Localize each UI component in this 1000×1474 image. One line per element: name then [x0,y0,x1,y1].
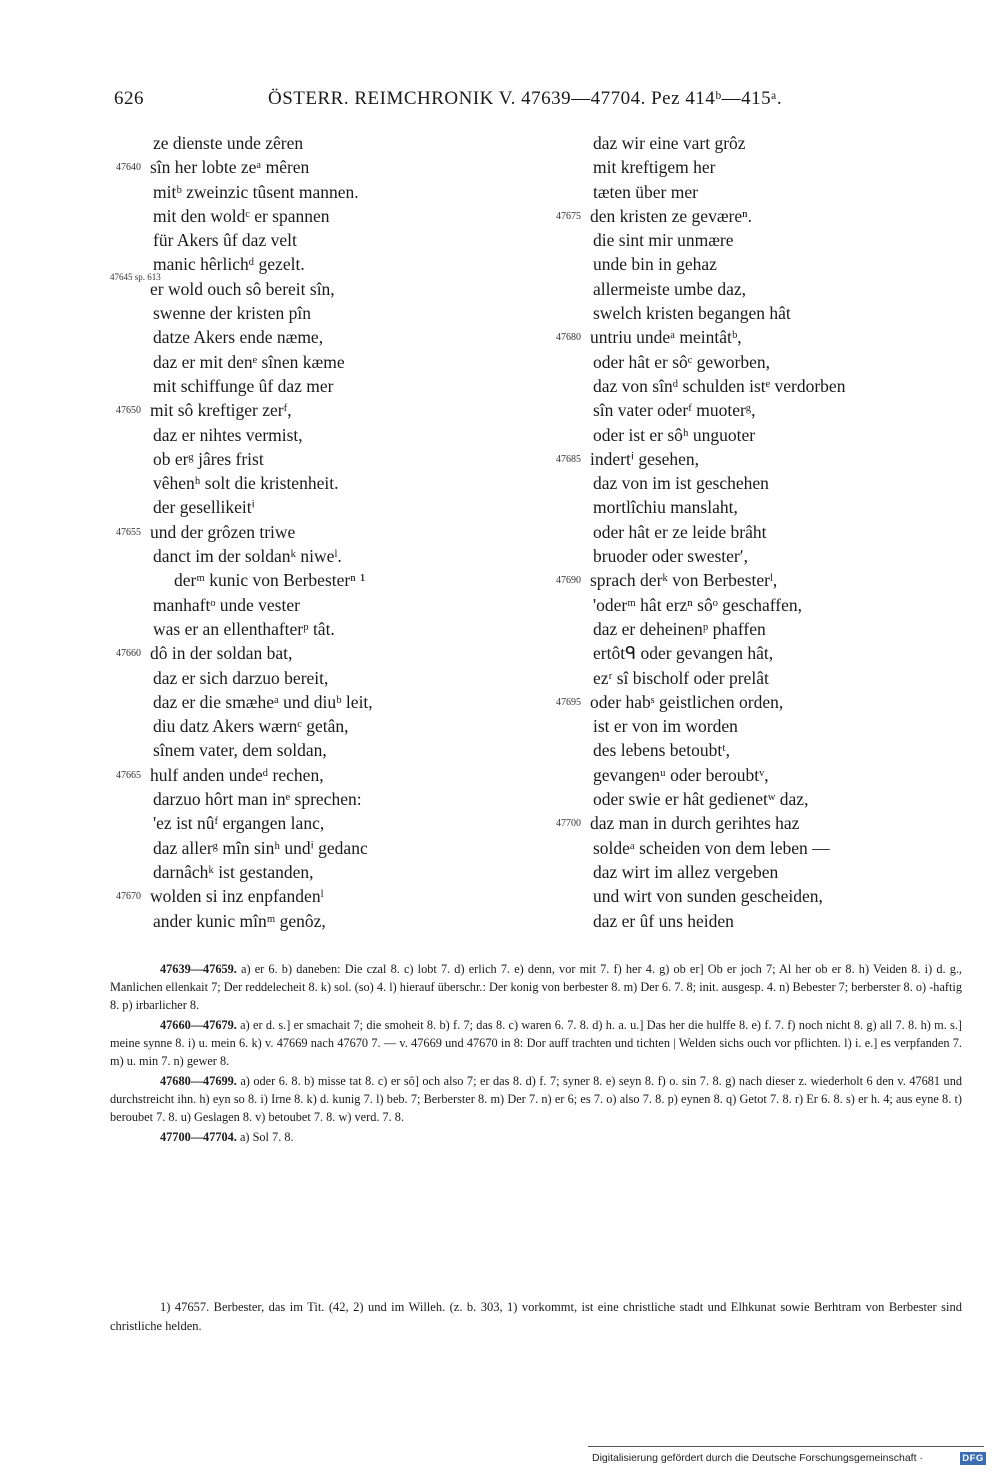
verse-line [110,374,510,398]
verse-line [550,617,950,641]
verse-line [550,544,950,568]
verse-line [550,836,950,860]
verse-line [550,690,950,714]
verse-line [110,714,510,738]
verse-line [110,228,510,252]
apparatus-entry [110,1016,962,1070]
verse-text: die sint mir unmære [593,230,734,251]
verse-line [550,568,950,592]
running-title: ÖSTERR. REIMCHRONIK V. 47639—47704. Pez 414ᵇ—415ᵃ. [268,88,783,109]
left-verse-column [110,131,510,933]
verse-text: ezʳ sî bischolf oder prelât [593,667,769,688]
verse-line [550,495,950,519]
verse-text: soldeᵃ scheiden von dem leben — [593,837,830,858]
verse-text: oder ist er sôʰ unguoter [593,424,756,445]
verse-line [550,520,950,544]
verse-text: oder habˢ geistlichen orden, [590,691,784,712]
verse-line [550,909,950,933]
apparatus-range: 47660—47679. [160,1018,237,1032]
verse-text: dô in der soldan bat, [150,643,293,664]
verse-line [110,423,510,447]
verse-line [550,131,950,155]
verse-text: 'ez ist nûᶠ ergangen lanc, [153,813,325,834]
verse-line [550,301,950,325]
verse-line [110,252,510,276]
verse-line [550,155,950,179]
verse-text: sîn her lobte zeᵃ mêren [150,157,310,178]
verse-text: daz er mit denᵉ sînen kæme [153,351,345,372]
verse-line [110,325,510,349]
verse-text: und wirt von sunden gescheiden, [593,886,823,907]
verse-line [550,350,950,374]
verse-line [110,155,510,179]
verse-line [110,690,510,714]
verse-line [550,860,950,884]
verse-text: bruoder oder swesterʹ, [593,546,748,567]
verse-text: mit den woldᶜ er spannen [153,205,330,226]
verse-text: sprach derᵏ von Berbesterˡ, [590,570,778,591]
verse-text: vêhenʰ solt die kristenheit. [153,473,339,494]
verse-number: 47670 [116,891,141,903]
verse-text: mit kreftigem her [593,157,716,178]
verse-number: 47640 [116,162,141,174]
apparatus-range: 47700—47704. [160,1130,237,1144]
apparatus-entry [110,960,962,1014]
verse-line [110,471,510,495]
verse-text: gevangenᵘ oder beroubtᵛ, [593,764,769,785]
verse-line [110,787,510,811]
verse-text: daz er die smæheᵃ und diuᵇ leit, [153,691,373,712]
verse-text: mit schiffunge ûf daz mer [153,375,334,396]
verse-line [110,738,510,762]
apparatus-range: 47680—47699. [160,1074,237,1088]
verse-text: mortlîchiu manslaht, [593,497,738,518]
verse-text: indertⁱ gesehen, [590,448,700,469]
verse-text: ob erᵍ jâres frist [153,448,264,469]
verse-number: 47700 [556,818,581,830]
verse-text: swelch kristen begangen hât [593,303,791,324]
verse-text: daz von im ist geschehen [593,473,769,494]
verse-line [110,204,510,228]
verse-line [110,544,510,568]
verse-text: daz er ûf uns heiden [593,910,734,931]
verse-text: daz man in durch gerihtes haz [590,813,800,834]
verse-line [110,617,510,641]
verse-number: 47660 [116,648,141,660]
verse-text: hulf anden undeᵈ rechen, [150,764,324,785]
verse-number: 47690 [556,575,581,587]
verse-line [110,180,510,204]
verse-text: ander kunic mînᵐ genôz, [153,910,326,931]
verse-text: daz wir eine vart grôz [593,133,746,153]
verse-line [550,763,950,787]
verse-line [110,301,510,325]
apparatus-text: a) Sol 7. 8. [239,1130,294,1144]
verse-line [550,593,950,617]
verse-line [550,252,950,276]
right-verse-column [550,131,950,933]
verse-text: ist er von im worden [593,716,738,737]
verse-text: manic hêrlichᵈ gezelt. [153,254,305,275]
apparatus-text: a) er 6. b) daneben: Die czal 8. c) lobt 7. d) erlich 7. e) denn, vor mit 7. f) her 4. g) ob er] Ob er joch 7; Al her ob er 8. h) Veiden 8. i) d. g., Manlichen ellenkait 7; Der reddelecheit 8. k) sol. (so) 4. l) hierauf überschr.: Der konig von berbester 8. m) Der 6. 7. 8; init. ausgesp. 4. n) Bebester 7; berberster 8. o) -haftig 8. p) irbarlicher 8. [110,962,962,1012]
verse-text: daz er sich darzuo bereit, [153,667,329,688]
apparatus-text: a) er d. s.] er smachait 7; die smoheit 8. b) f. 7; das 8. c) waren 6. 7. 8. d) h. a. u.] Das her die hulffe 8. e) f. 7. f) noch nicht 8. g) all 7. 8. h) m. s.] meine synne 8. i) u. mein 6. k) v. 47669 nach 47670 7. — v. 47669 und 47670 in 8: Dor auff trachten und tichten | Welden sichs ouch vor pflichten. l) i. e.] es verpfanden 7. m) u. min 7. n) gewer 8. [110,1018,963,1068]
verse-line [550,398,950,422]
verse-line [110,909,510,933]
verse-text: untriu undeᵃ meintâtᵇ, [590,327,742,348]
apparatus-text: a) oder 6. 8. b) misse tat 8. c) er sô] och also 7; er das 8. d) f. 7; syner 8. e) seyn 8. f) o. sin 7. 8. g) nach dieser z. wiederholt 6 den v. 47681 und durchstreicht ihn. h) eyn so 8. i) Irne 8. k) d. kunig 7. l) beb. 7; Berberster 8. m) Der 7. n) er 6; es 7. o) also 7. 8. p) eynen 8. q) Getot 7. 8. r) Er 6. 8. s) er h. 4; aus eyne 8. t) beroubet 7. 8. u) Geslagen 8. v) betoubet 7. 8. w) verd. 7. 8. [110,1074,962,1124]
verse-line [550,471,950,495]
verse-line [550,180,950,204]
verse-line [550,884,950,908]
footer-divider [588,1446,984,1447]
verse-line [550,447,950,471]
verse-text: derᵐ kunic von Berbesterⁿ ¹ [174,570,366,591]
verse-line [110,641,510,665]
verse-text: mit sô kreftiger zerᶠ, [150,400,292,421]
verse-number: 47685 [556,453,581,465]
page-number: 626 [114,88,144,109]
verse-text: sîn vater oderᶠ muoterᵍ, [593,400,756,421]
footnote [110,1298,962,1336]
verse-text: tæten über mer [593,181,698,202]
verse-text: daz allerᵍ mîn sinʰ undⁱ gedanc [153,837,368,858]
apparatus-range: 47639—47659. [160,962,237,976]
verse-text: swenne der kristen pîn [153,303,311,324]
verse-text: daz von sînᵈ schulden istᵉ verdorben [593,375,846,396]
verse-line [550,277,950,301]
verse-number: 47665 [116,769,141,781]
verse-line [550,666,950,690]
verse-text: daz er nihtes vermist, [153,424,303,445]
funding-text: Digitalisierung gefördert durch die Deutsche Forschungsgemeinschaft · [592,1452,923,1464]
verse-text: daz er deheinenᵖ phaffen [593,618,766,639]
verse-line [110,398,510,422]
verse-number: 47675 [556,210,581,222]
funding-footer [592,1452,986,1466]
verse-line [110,593,510,617]
verse-number: 47645 sp. 613 [110,271,161,282]
apparatus-entry [110,1128,962,1146]
verse-line [110,131,510,155]
verse-text: unde bin in gehaz [593,254,717,275]
verse-text: was er an ellenthafterᵖ tât. [153,618,335,639]
verse-line [110,666,510,690]
verse-text: der gesellikeitⁱ [153,497,255,518]
dfg-logo: DFG [960,1452,986,1465]
footnote-text: 1) 47657. Berbester, das im Tit. (42, 2) und im Willeh. (z. b. 303, 1) vorkommt, ist eine christliche stadt und Elhkunat sowie Berhtram von Berbester sind christliche helden. [110,1300,962,1333]
verse-text: danct im der soldanᵏ niweˡ. [153,546,342,567]
verse-text: des lebens betoubtᵗ, [593,740,731,761]
verse-line [110,836,510,860]
verse-number: 47650 [116,405,141,417]
verse-number: 47695 [556,696,581,708]
verse-line [550,325,950,349]
verse-text: allermeiste umbe daz, [593,278,747,299]
verse-line [110,763,510,787]
verse-text: daz wirt im allez vergeben [593,861,779,882]
critical-apparatus [110,960,962,1148]
verse-line [110,447,510,471]
verse-text: oder hât er ze leide brâht [593,521,767,542]
verse-text: sînem vater, dem soldan, [153,740,327,761]
verse-line [550,738,950,762]
apparatus-entry [110,1072,962,1126]
verse-line [110,884,510,908]
verse-text: wolden si inz enpfandenˡ [150,886,324,907]
verse-text: und der grôzen triwe [150,521,296,542]
verse-line [110,860,510,884]
verse-text: mitᵇ zweinzic tûsent mannen. [153,181,359,202]
verse-line [110,495,510,519]
running-header [114,88,874,114]
verse-text: den kristen ze geværeⁿ. [590,205,752,226]
verse-text: oder swie er hât gedienetʷ daz, [593,789,809,810]
verse-line [550,787,950,811]
verse-number: 47655 [116,526,141,538]
verse-line [550,423,950,447]
verse-line [550,811,950,835]
verse-line [550,228,950,252]
verse-text: für Akers ûf daz velt [153,230,297,251]
verse-text: er wold ouch sô bereit sîn, [150,278,335,299]
verse-text: 'oderᵐ hât erzⁿ sôᵒ geschaffen, [593,594,803,615]
verse-text: ze dienste unde zêren [153,133,304,153]
verse-line [550,204,950,228]
verse-text: oder hât er sôᶜ geworben, [593,351,770,372]
verse-text: darzuo hôrt man inᵉ sprechen: [153,789,362,810]
verse-text: ertôtᑫ oder gevangen hât, [593,643,774,664]
verse-line [110,271,510,301]
verse-line [110,350,510,374]
verse-line [550,714,950,738]
verse-text: darnâchᵏ ist gestanden, [153,861,314,882]
verse-line [110,520,510,544]
verse-number: 47680 [556,332,581,344]
verse-line [110,568,510,592]
verse-text: datze Akers ende næme, [153,327,324,348]
verse-text: manhaftᵒ unde vester [153,594,300,615]
verse-text: diu datz Akers wærnᶜ getân, [153,716,349,737]
verse-line [110,811,510,835]
verse-line [550,641,950,665]
verse-line [550,374,950,398]
